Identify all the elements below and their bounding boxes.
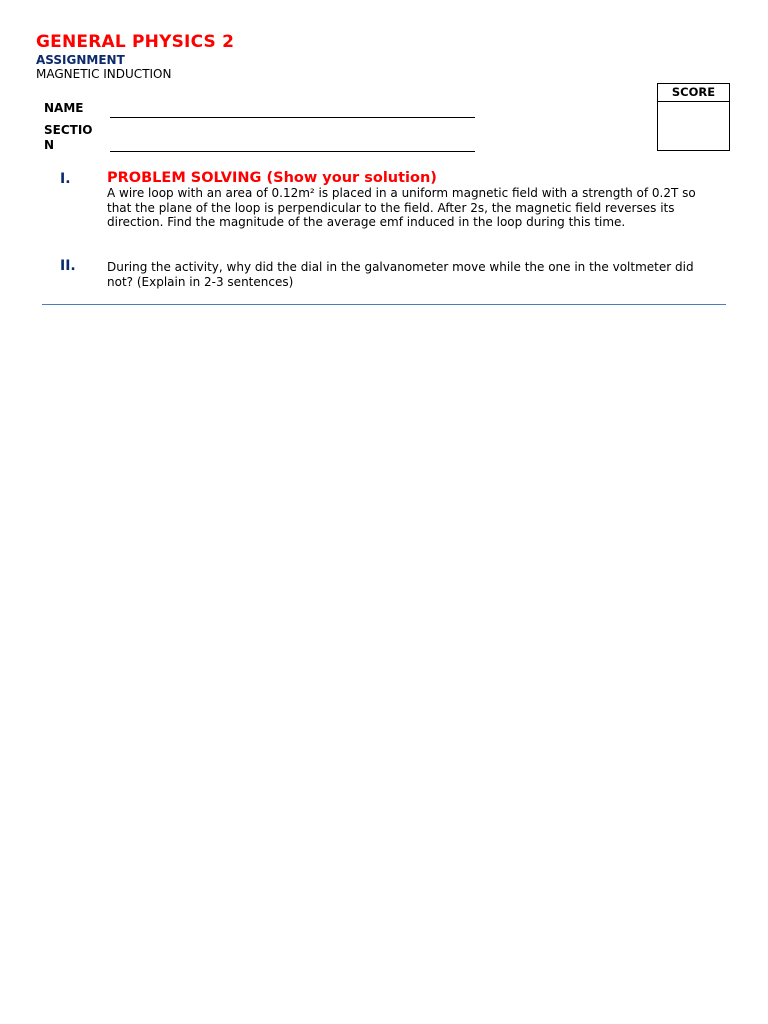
problem-1-text: A wire loop with an area of 0.12m² is placed in a uniform magnetic field with a strength of 0.2T so that the plane of the loop is perpendicular to the field. After 2s, the magnetic field reverses its direction. Find the magnitude of the average emf induced in the loop during this time. — [107, 186, 696, 229]
section-blank-line — [110, 151, 475, 152]
topic-label: MAGNETIC INDUCTION — [36, 67, 172, 81]
section-label: SECTION — [44, 123, 93, 152]
score-label: SCORE — [658, 84, 729, 102]
question-2-text: During the activity, why did the dial in the galvanometer move while the one in the voltmeter did not? (Explain in 2-3 sentences) — [107, 260, 694, 289]
horizontal-divider — [42, 304, 726, 305]
section-number-1: I. — [60, 171, 71, 187]
name-blank-line — [110, 117, 475, 118]
score-box — [657, 83, 730, 151]
score-blank-cell — [658, 102, 729, 151]
page-title: GENERAL PHYSICS 2 — [36, 32, 235, 52]
section-number-2: II. — [60, 258, 76, 274]
assignment-subtitle: ASSIGNMENT — [36, 53, 125, 67]
problem-solving-heading: PROBLEM SOLVING (Show your solution) — [107, 170, 437, 186]
name-label: NAME — [44, 101, 84, 115]
